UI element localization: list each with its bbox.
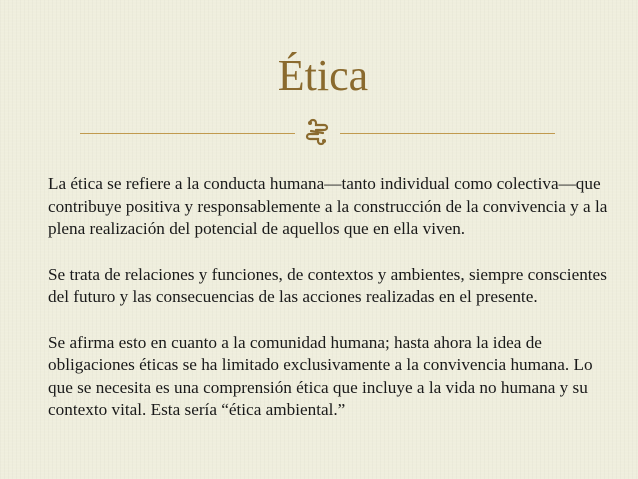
paragraph-2: Se trata de relaciones y funciones, de contextos y ambientes, siempre conscientes del futuro y las consecuencias de las acciones realizadas en el presente. (48, 264, 607, 306)
title-divider-left (80, 133, 295, 134)
scroll-ornament-icon (302, 117, 332, 147)
title-divider-right (340, 133, 555, 134)
slide-title (0, 50, 638, 102)
paragraph-3: Se afirma esto en cuanto a la comunidad humana; hasta ahora la idea de obligaciones éticas se ha limitado exclusivamente a la convivencia humana. Lo que se necesita es una comprensión ética que incluye a la vida no humana y su contexto vital. Esta sería “ética ambiental.” (48, 332, 593, 419)
slide-title-text: Ética (277, 51, 369, 100)
paragraph-1: La ética se refiere a la conducta humana—tanto individual como colectiva—que contribuye positiva y responsablemente a la construcción de la convivencia y a la plena realización del potencial de aquellos que en ella viven. (48, 174, 608, 238)
slide-body (48, 173, 618, 445)
